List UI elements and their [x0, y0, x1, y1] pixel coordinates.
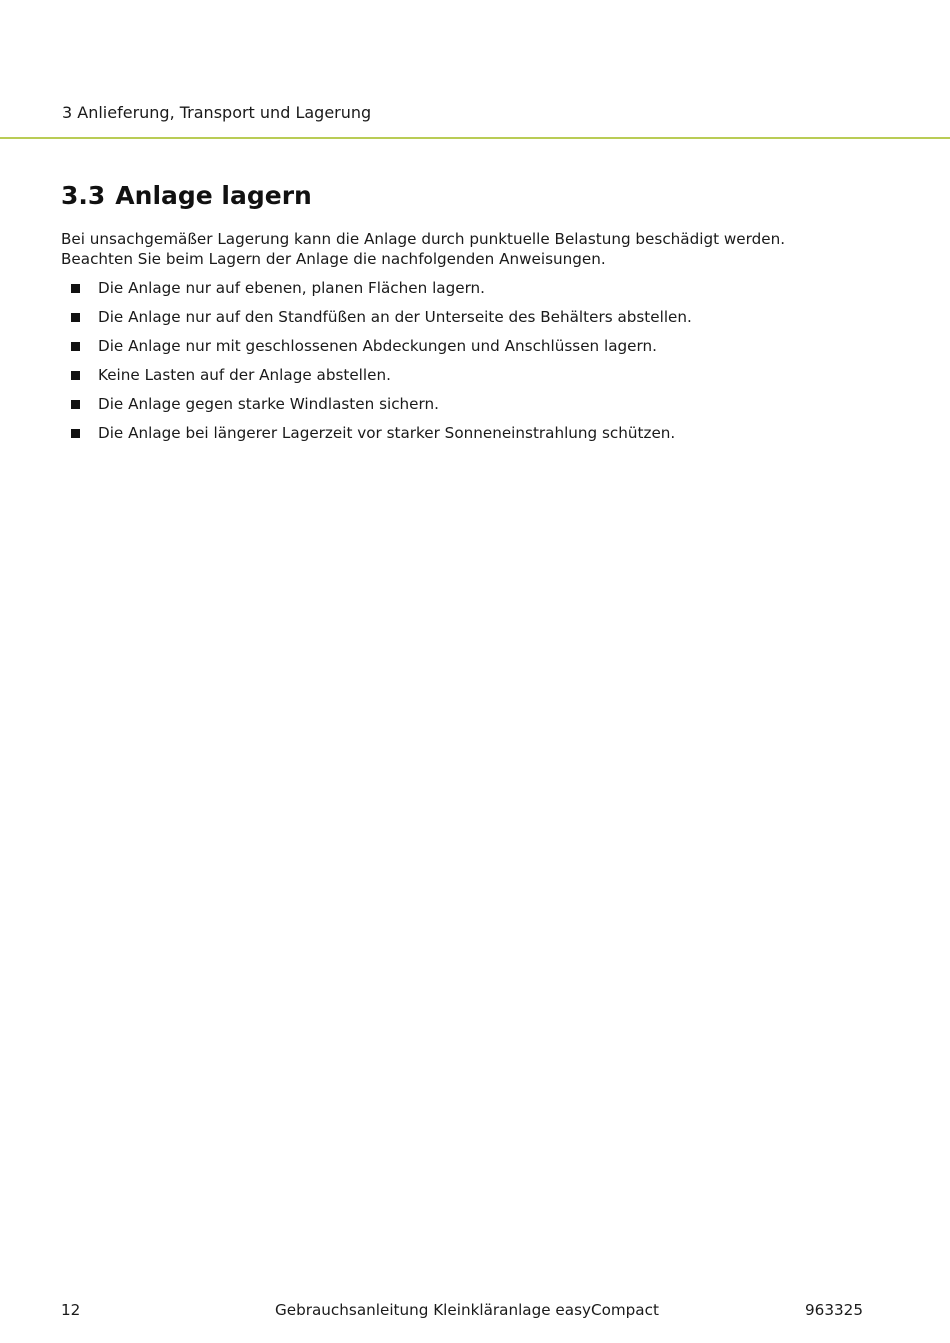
- square-bullet-icon: [71, 371, 80, 380]
- square-bullet-icon: [71, 429, 80, 438]
- list-item-text: Die Anlage nur auf den Standfüßen an der Unterseite des Behälters abstellen.: [98, 308, 692, 326]
- footer-document-title: Gebrauchsanleitung Kleinkläranlage easyCompact: [275, 1301, 659, 1319]
- square-bullet-icon: [71, 284, 80, 293]
- square-bullet-icon: [71, 400, 80, 409]
- header-divider: [0, 137, 950, 139]
- section-title: Anlage lagern: [115, 181, 312, 210]
- list-item-text: Die Anlage gegen starke Windlasten sichern.: [98, 395, 439, 413]
- running-header: 3 Anlieferung, Transport und Lagerung: [62, 103, 372, 122]
- list-item: [61, 278, 881, 307]
- square-bullet-icon: [71, 342, 80, 351]
- list-item: [61, 423, 881, 452]
- list-item: [61, 336, 881, 365]
- list-item-text: Keine Lasten auf der Anlage abstellen.: [98, 366, 391, 384]
- list-item: [61, 307, 881, 336]
- footer-document-number: 963325: [805, 1301, 863, 1319]
- section-heading: [61, 179, 312, 213]
- list-item-text: Die Anlage nur auf ebenen, planen Flächen lagern.: [98, 279, 486, 297]
- section-number: 3.3: [61, 181, 106, 210]
- list-item: [61, 365, 881, 394]
- instruction-list: [61, 278, 881, 452]
- list-item-text: Die Anlage bei längerer Lagerzeit vor starker Sonneneinstrahlung schützen.: [98, 424, 676, 442]
- list-item: [61, 394, 881, 423]
- square-bullet-icon: [71, 313, 80, 322]
- list-item-text: Die Anlage nur mit geschlossenen Abdeckungen und Anschlüssen lagern.: [98, 337, 657, 355]
- intro-paragraph: Bei unsachgemäßer Lagerung kann die Anlage durch punktuelle Belastung beschädigt werden. Beachten Sie beim Lagern der Anlage die nachfolgenden Anweisungen.: [61, 230, 786, 268]
- footer-page-number: 12: [61, 1301, 81, 1319]
